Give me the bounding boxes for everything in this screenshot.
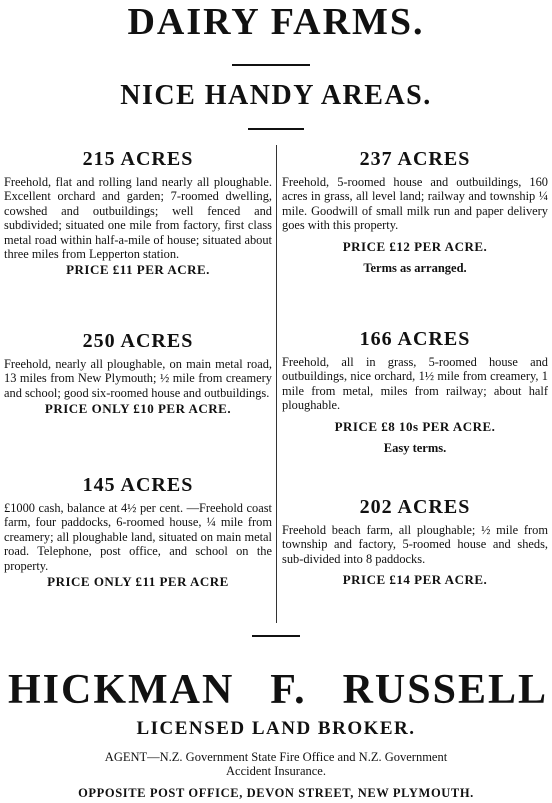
listing-acres: 145 ACRES <box>82 474 194 496</box>
listing-237-acres <box>282 148 548 276</box>
page-headline: DAIRY FARMS. <box>127 1 425 43</box>
listing-description: Freehold, all in grass, 5-roomed house and outbuildings, nice orchard, 1½ mile from creamery, 1 mile from metal, miles from railway; about half ploughable. <box>282 355 548 413</box>
listing-description: Freehold, flat and rolling land nearly all ploughable. Excellent orchard and garden; 7-roomed dwelling, cowshed and outbuildings; well fenced and subdivided; situated one mile from factory, first class metal road within half-a-mile of house; situated about three miles from Lepperton station. <box>4 175 272 262</box>
listing-description: £1000 cash, balance at 4½ per cent. —Freehold coast farm, four paddocks, 6-roomed house, ¼ mile from creamery; all ploughable land, situated on main metal road. Telephone, post office, and school on the property. <box>4 501 272 573</box>
listing-terms: Terms as arranged. <box>363 260 467 275</box>
listing-acres: 202 ACRES <box>359 496 471 518</box>
listing-price: PRICE £8 10s PER ACRE. <box>334 418 496 434</box>
listing-price: PRICE £12 PER ACRE. <box>342 238 488 254</box>
listing-250-acres <box>4 330 272 417</box>
listing-price: PRICE ONLY £11 PER ACRE <box>47 574 229 590</box>
listing-202-acres <box>282 496 548 588</box>
listing-price: PRICE ONLY £10 PER ACRE. <box>44 401 232 417</box>
listing-acres: 250 ACRES <box>82 330 194 352</box>
headline-divider <box>232 64 310 66</box>
agent-name-first: HICKMAN <box>8 667 235 713</box>
agent-affiliation-line-2: Accident Insurance. <box>226 764 326 778</box>
agent-divider <box>252 635 300 637</box>
agent-address: OPPOSITE POST OFFICE, DEVON STREET, NEW PLYMOUTH. <box>78 786 474 800</box>
agent-name-initial: F. <box>270 667 307 713</box>
listing-acres: 215 ACRES <box>82 148 194 170</box>
listing-166-acres <box>282 328 548 456</box>
listing-215-acres <box>4 148 272 278</box>
page-subheadline: NICE HANDY AREAS. <box>120 80 432 111</box>
agent-affiliation-line-1: AGENT—N.Z. Government State Fire Office and N.Z. Government <box>104 750 448 764</box>
agent-name-last: RUSSELL <box>342 667 548 713</box>
agent-affiliation <box>0 750 552 778</box>
listing-145-acres <box>4 474 272 590</box>
agent-title: LICENSED LAND BROKER. <box>136 718 416 739</box>
listing-terms: Easy terms. <box>383 440 447 455</box>
listing-acres: 166 ACRES <box>359 328 471 350</box>
listing-description: Freehold beach farm, all ploughable; ½ mile from township and factory, 5-roomed house and sheds, sub-divided into 8 paddocks. <box>282 523 548 566</box>
listing-acres: 237 ACRES <box>359 148 471 170</box>
listing-price: PRICE £14 PER ACRE. <box>342 572 488 588</box>
listing-description: Freehold, nearly all ploughable, on main metal road, 13 miles from New Plymouth; ½ mile from creamery and school; good six-roomed house and outbuildings. <box>4 357 272 400</box>
subheadline-divider <box>248 128 304 130</box>
listing-description: Freehold, 5-roomed house and outbuildings, 160 acres in grass, all level land; railway and township ¼ mile. Goodwill of small milk run and paper delivery goes with this property. <box>282 175 548 233</box>
agent-name <box>8 666 548 714</box>
column-divider <box>276 145 277 623</box>
listing-price: PRICE £11 PER ACRE. <box>66 262 210 278</box>
